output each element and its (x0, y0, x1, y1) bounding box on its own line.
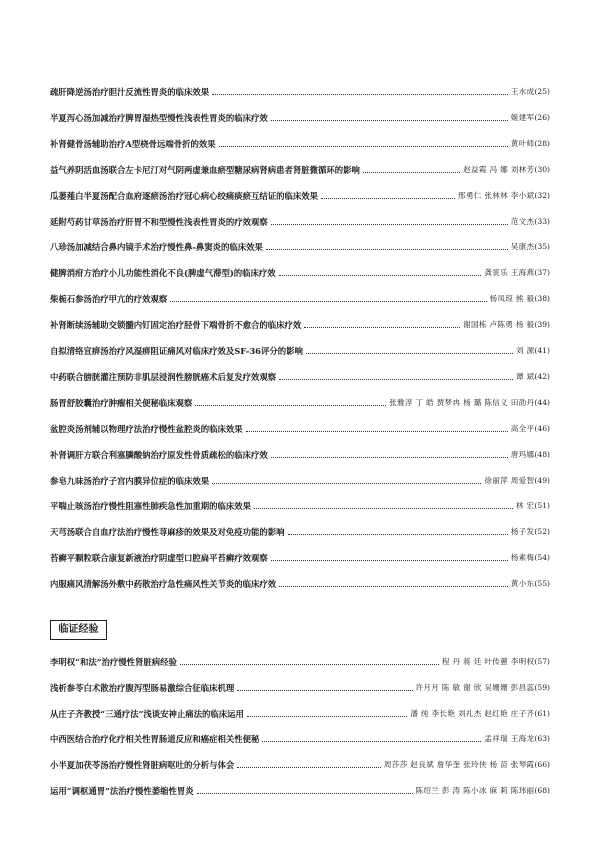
toc-entry[interactable] (50, 577, 550, 591)
entry-authors: 张雅淳 丁 皓 贾梦冉 杨 璐 陈信义 田劭丹 (389, 397, 535, 407)
toc-entry[interactable] (50, 732, 550, 746)
entry-authors: 杨子发 (510, 527, 535, 537)
toc-entry[interactable] (50, 655, 550, 669)
toc-entry[interactable] (50, 422, 550, 436)
toc-entry[interactable] (50, 681, 550, 695)
entry-authors: 谢国栋 卢陈勇 杨 毅 (463, 320, 535, 330)
dot-leader (212, 482, 481, 484)
toc-entry[interactable] (50, 85, 550, 99)
dot-leader (212, 93, 508, 95)
dot-leader (246, 430, 508, 432)
toc-entry[interactable] (50, 189, 550, 203)
entry-page: (30) (534, 164, 550, 174)
dot-leader (170, 300, 486, 302)
entry-title: 苔癣平颗粒联合康复新液治疗阴虚型口腔扁平苔癣疗效观察 (50, 553, 268, 564)
dot-leader (247, 715, 407, 717)
toc-entry[interactable] (50, 137, 550, 151)
entry-title: 天芎汤联合自血疗法治疗慢性荨麻疹的效果及对免疫功能的影响 (50, 527, 285, 538)
dot-leader (266, 248, 508, 250)
entry-title: 中西医结合治疗化疗相关性胃肠道反应和癌症相关性便秘 (50, 734, 260, 745)
entry-page: (54) (534, 553, 550, 563)
toc-entry[interactable] (50, 448, 550, 462)
toc-entry[interactable] (50, 266, 550, 280)
dot-leader (271, 119, 508, 121)
entry-title: 补肾断续汤辅助交锁髓内钉固定治疗胫骨下端骨折不愈合的临床疗效 (50, 320, 302, 331)
entry-authors: 唐玛娜 (510, 449, 535, 459)
entry-page: (33) (534, 216, 550, 226)
entry-title: 浅析参苓白术散治疗腹泻型肠易激综合征临床机理 (50, 682, 235, 693)
entry-page: (66) (534, 760, 550, 770)
entry-title: 瓜蒌薤白半夏汤配合血府逐瘀汤治疗冠心病心绞痛痰瘀互结证的临床效果 (50, 190, 318, 201)
entry-page: (57) (534, 657, 550, 666)
entry-page: (55) (534, 579, 550, 589)
dot-leader (279, 274, 482, 276)
entry-authors: 潘 纯 李长艳 刘礼杰 赵红艳 庄子齐 (410, 708, 535, 718)
entry-authors: 吴康杰 (510, 242, 535, 252)
entry-title: 盆腔炎汤剂辅以物理疗法治疗慢性盆腔炎的临床效果 (50, 423, 243, 434)
entry-authors: 姬建军 (510, 112, 535, 122)
dot-leader (271, 223, 508, 225)
dot-leader (271, 559, 508, 561)
entry-authors: 高全平 (510, 423, 535, 433)
entry-page: (41) (534, 346, 550, 355)
entry-authors: 刘 源 (515, 346, 535, 355)
entry-page: (61) (534, 708, 550, 718)
entry-title: 补肾调肝方联合利塞膦酸钠治疗原发性骨质疏松的临床疗效 (50, 449, 268, 460)
toc-entry[interactable] (50, 396, 550, 410)
dot-leader (197, 792, 413, 794)
dot-leader (304, 326, 460, 328)
entry-page: (52) (534, 527, 550, 537)
toc-entry[interactable] (50, 163, 550, 177)
entry-authors: 徐丽萍 周爱智 (484, 475, 535, 485)
entry-title: 八珍汤加减结合鼻内镜手术治疗慢性鼻-鼻窦炎的临床效果 (50, 242, 263, 253)
entry-page: (68) (534, 786, 550, 795)
toc-entry[interactable] (50, 525, 550, 539)
entry-authors: 杨素梅 (510, 553, 535, 563)
dot-leader (279, 378, 513, 380)
toc-entry[interactable] (50, 370, 550, 384)
entry-page: (26) (534, 112, 550, 122)
entry-title: 参皂九味汤治疗子宫内膜异位症的临床效果 (50, 475, 210, 486)
entry-title: 运用“调枢通胃”法治疗慢性萎缩性胃炎 (50, 786, 194, 796)
entry-page: (37) (534, 268, 550, 278)
toc-entry[interactable] (50, 551, 550, 565)
entry-page: (49) (534, 475, 550, 485)
dot-leader (279, 585, 508, 587)
entry-title: 延附芍药甘草汤治疗肝胃不和型慢性浅表性胃炎的疗效观察 (50, 216, 268, 227)
dot-leader (237, 689, 412, 691)
entry-title: 自拟清络宣痹汤治疗风湿痹阻证痛风对临床疗效及SF-36评分的影响 (50, 346, 303, 356)
entry-title: 内服痛风清解汤外敷中药散治疗急性痛风性关节炎的临床疗效 (50, 579, 277, 590)
entry-title: 健脾消疳方治疗小儿功能性消化不良(脾虚气滞型)的临床疗效 (50, 268, 276, 279)
dot-leader (271, 456, 508, 458)
entry-page: (35) (534, 242, 550, 252)
entry-page: (42) (534, 371, 550, 381)
entry-title: 半夏泻心汤加减治疗脾胃湿热型慢性浅表性胃炎的临床疗效 (50, 112, 268, 123)
entry-title: 补肾健骨汤辅助治疗A型桡骨远端骨折的效果 (50, 138, 216, 149)
toc-entry[interactable] (50, 344, 550, 358)
dot-leader (288, 533, 508, 535)
entry-authors: 邢勇仁 张林林 李小斌 (457, 190, 535, 200)
entry-page: (51) (534, 501, 550, 511)
dot-leader (262, 740, 481, 742)
entry-authors: 龚寅乐 王海燕 (484, 268, 535, 278)
entry-authors: 黄叶师 (510, 138, 535, 148)
entry-page: (44) (534, 397, 550, 407)
entry-authors: 周莎莎 赵良斌 詹华奎 张玲侠 杨 苗 张琴霞 (383, 760, 535, 770)
entry-authors: 许月月 陈 敏 谢 欣 吴姗姗 彭昌蕊 (415, 682, 535, 692)
entry-authors: 黄小东 (510, 579, 535, 589)
toc-entry[interactable] (50, 784, 550, 798)
entry-page: (39) (534, 320, 550, 330)
entry-page: (38) (534, 294, 550, 304)
section-heading: 临证经验 (50, 620, 107, 640)
dot-leader (254, 507, 513, 509)
entry-authors: 杨凤琼 熊 毅 (489, 294, 535, 304)
dot-leader (306, 352, 513, 354)
entry-title: 小半夏加茯苓汤治疗慢性肾脏病呕吐的分析与体会 (50, 760, 235, 771)
dot-leader (219, 145, 508, 147)
entry-authors: 林 宏 (515, 501, 535, 511)
entry-authors: 程 丹 蒋 廷 叶传蕙 李明权 (441, 657, 535, 666)
entry-title: 中药联合膀胱灌注预防非肌层浸润性膀胱癌术后复发疗效观察 (50, 371, 277, 382)
entry-authors: 陈绍兰 彭 涛 陈小冰 麻 莉 陈玮丽 (415, 786, 535, 795)
entry-page: (32) (534, 190, 550, 200)
entry-page: (63) (534, 734, 550, 744)
toc-entry[interactable] (50, 292, 550, 306)
dot-leader (180, 663, 439, 665)
toc-entry[interactable] (50, 707, 550, 721)
dot-leader (195, 404, 386, 406)
entry-page: (46) (534, 423, 550, 433)
entry-page: (59) (534, 682, 550, 692)
entry-authors: 赵益霞 冯 娜 刘林芳 (463, 164, 535, 174)
entry-authors: 范文杰 (510, 216, 535, 226)
entry-title: 从庄子齐教授“三通疗法”浅谈安神止痛法的临床运用 (50, 708, 244, 719)
toc-entry[interactable] (50, 499, 550, 513)
entry-title: 益气养阴活血汤联合左卡尼汀对气阴两虚兼血瘀型糖尿病肾病患者肾脏微循环的影响 (50, 164, 360, 175)
entry-authors: 王水成 (510, 87, 535, 96)
entry-page: (48) (534, 449, 550, 459)
toc-entry[interactable] (50, 215, 550, 229)
entry-authors: 谭 斌 (515, 371, 535, 381)
toc-entry[interactable] (50, 111, 550, 125)
entry-title: 李明权“和法”治疗慢性肾脏病经验 (50, 657, 177, 667)
entry-page: (28) (534, 138, 550, 148)
dot-leader (237, 766, 381, 768)
dot-leader (363, 171, 460, 173)
entry-page: (25) (534, 87, 550, 96)
toc-entry[interactable] (50, 758, 550, 772)
entry-title: 柴栀石参汤治疗甲亢的疗效观察 (50, 294, 168, 305)
toc-entry[interactable] (50, 240, 550, 254)
entry-title: 平喘止咳汤治疗慢性阻塞性肺疾急性加重期的临床效果 (50, 501, 251, 512)
entry-title: 疏肝降逆汤治疗胆汁反流性胃炎的临床效果 (50, 87, 210, 97)
toc-entry[interactable] (50, 474, 550, 488)
entry-authors: 孟祥瑞 王海龙 (484, 734, 535, 744)
toc-entry[interactable] (50, 318, 550, 332)
dot-leader (321, 197, 455, 199)
entry-title: 肠胃舒胶囊治疗肿瘤相关便秘临床观察 (50, 397, 193, 408)
